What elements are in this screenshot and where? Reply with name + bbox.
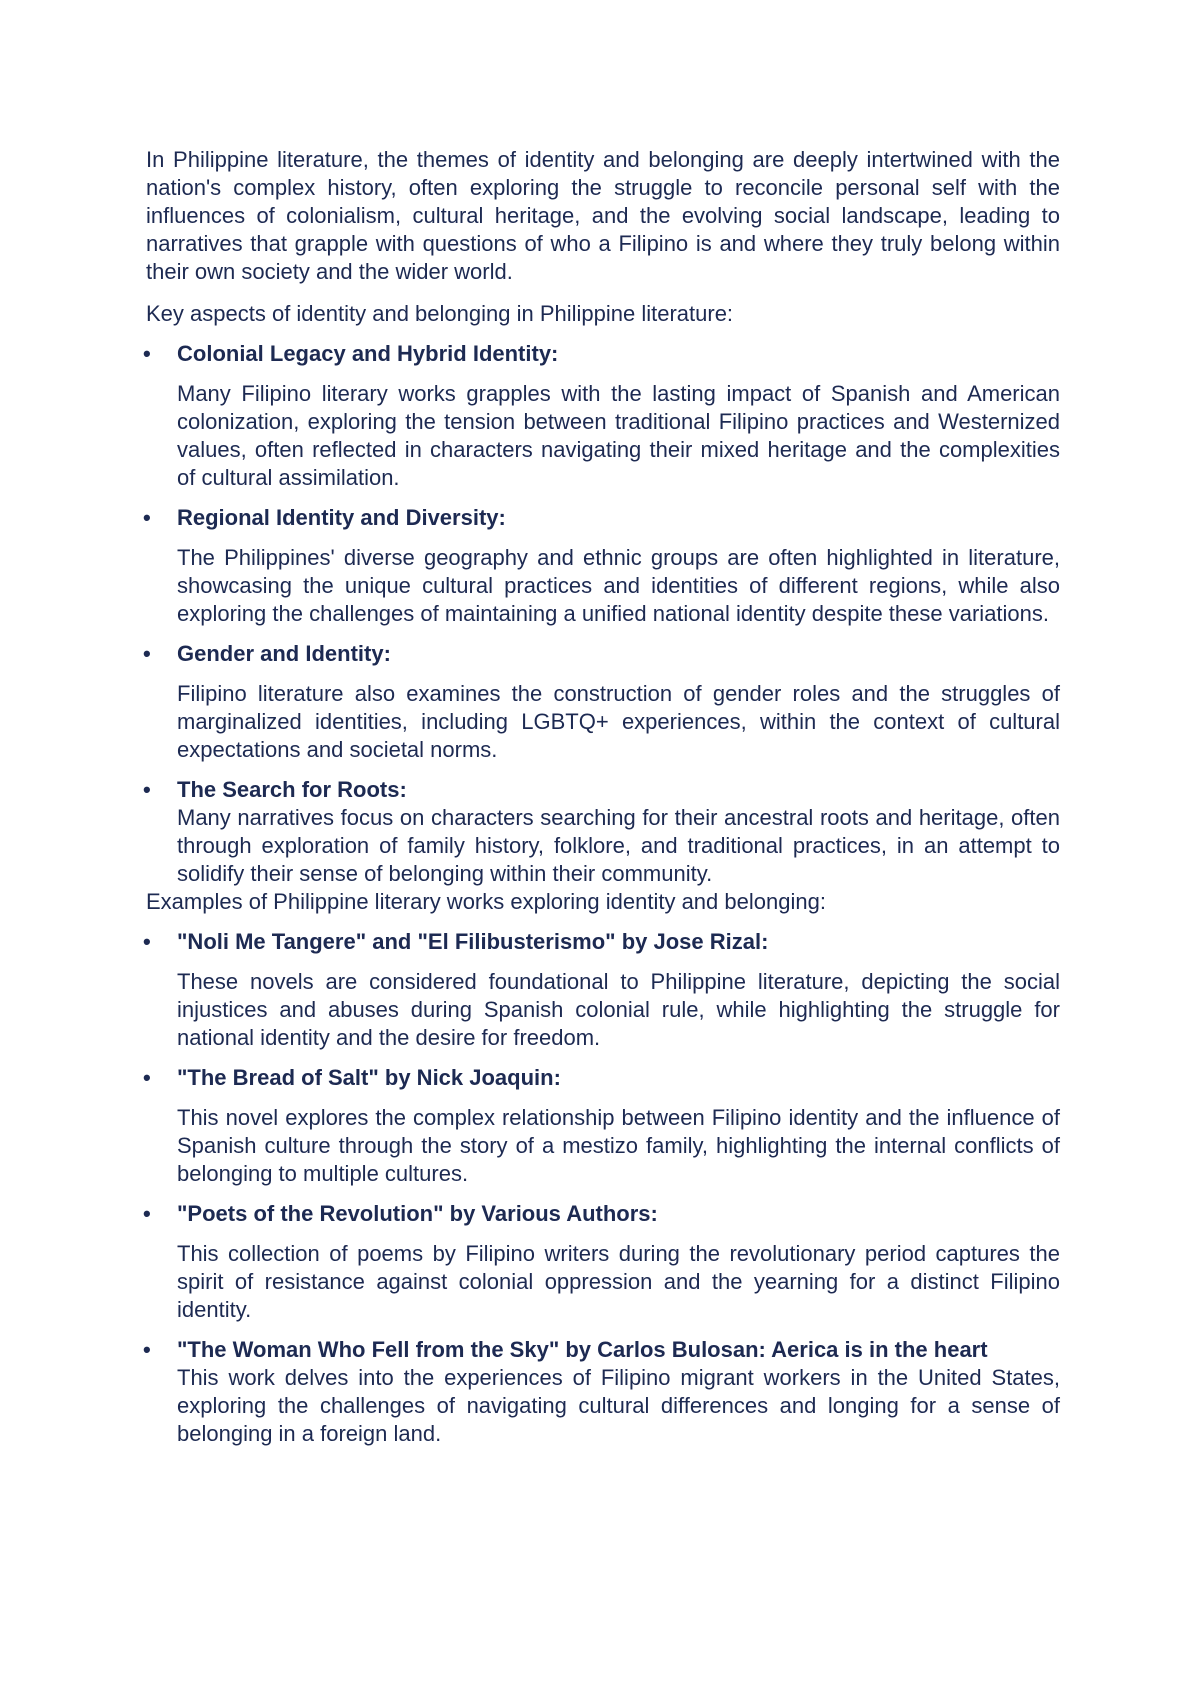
list-item-body: Many narratives focus on characters searching for their ancestral roots and heritage, often through exploration of family history, folklore, and traditional practices, in an attempt to solidify their sense of belonging within their community. [177,805,1060,886]
list-item-title: Colonial Legacy and Hybrid Identity: [177,341,559,366]
list-item-title: "The Bread of Salt" by Nick Joaquin: [177,1065,561,1090]
list-item-title: "Poets of the Revolution" by Various Authors: [177,1201,658,1226]
list-item [143,1064,1060,1188]
bullet-icon: • [143,929,151,954]
list-item-body: Filipino literature also examines the construction of gender roles and the struggles of marginalized identities, including LGBTQ+ experiences, within the context of cultural expectations and societal norms. [177,681,1060,762]
list-item [143,1336,1060,1448]
list-item [143,640,1060,764]
bullet-icon: • [143,1201,151,1226]
bullet-icon: • [143,1337,151,1362]
list-item [143,1200,1060,1324]
list-item [143,776,1060,888]
list-item-body: Many Filipino literary works grapples with the lasting impact of Spanish and American colonization, exploring the tension between traditional Filipino practices and Westernized values, often reflected in characters navigating their mixed heritage and the complexities of cultural assimilation. [177,381,1060,490]
bullet-icon: • [143,777,151,802]
bullet-icon: • [143,641,151,666]
bullet-icon: • [143,341,151,366]
list-item-body: This novel explores the complex relationship between Filipino identity and the influence of Spanish culture through the story of a mestizo family, highlighting the internal conflicts of belonging to multiple cultures. [177,1105,1060,1186]
document-body [143,146,1060,1460]
list-item-body: These novels are considered foundational to Philippine literature, depicting the social injustices and abuses during Spanish colonial rule, while highlighting the struggle for national identity and the desire for freedom. [177,969,1060,1050]
list-item-title: Gender and Identity: [177,641,391,666]
list-item [143,504,1060,628]
intro-paragraph: In Philippine literature, the themes of identity and belonging are deeply intertwined with the nation's complex history, often exploring the struggle to reconcile personal self with the influences of colonialism, cultural heritage, and the evolving social landscape, leading to narratives that grapple with questions of who a Filipino is and where they truly belong within their own society and the wider world. [146,147,1060,284]
list-item-title: "Noli Me Tangere" and "El Filibusterismo" by Jose Rizal: [177,929,769,954]
list-item [143,340,1060,492]
bullet-icon: • [143,1065,151,1090]
bullet-icon: • [143,505,151,530]
list-item-body: The Philippines' diverse geography and ethnic groups are often highlighted in literature, showcasing the unique cultural practices and identities of different regions, while also exploring the challenges of maintaining a unified national identity despite these variations. [177,545,1060,626]
list-item-body: This work delves into the experiences of Filipino migrant workers in the United States, exploring the challenges of navigating cultural differences and longing for a sense of belonging in a foreign land. [177,1365,1060,1446]
list-item-body: This collection of poems by Filipino writers during the revolutionary period captures the spirit of resistance against colonial oppression and the yearning for a distinct Filipino identity. [177,1241,1060,1322]
list-item-title: The Search for Roots: [177,777,407,802]
list-item [143,928,1060,1052]
list-item-title: Regional Identity and Diversity: [177,505,506,530]
list-item-title: "The Woman Who Fell from the Sky" by Carlos Bulosan: Aerica is in the heart [177,1337,988,1362]
examples-heading: Examples of Philippine literary works exploring identity and belonging: [146,889,826,914]
key-aspects-heading: Key aspects of identity and belonging in Philippine literature: [146,301,734,326]
